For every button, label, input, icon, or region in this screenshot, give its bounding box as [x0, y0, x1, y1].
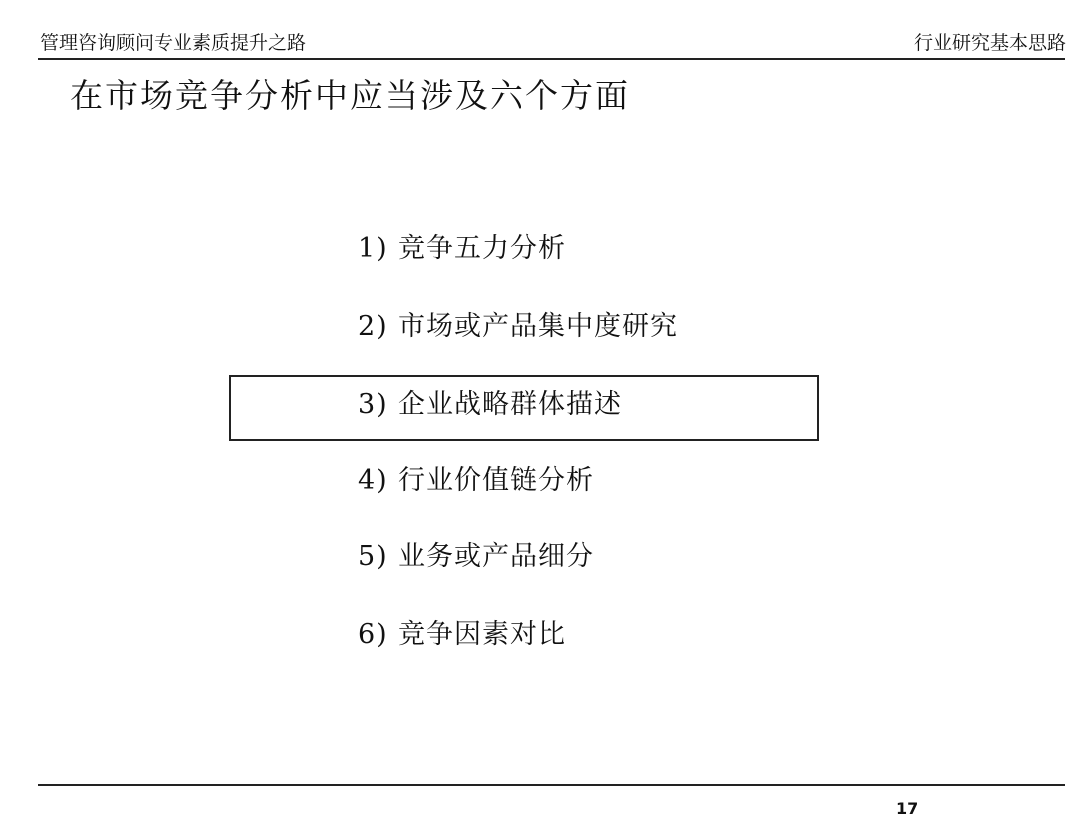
- list-item-segmentation: [358, 539, 594, 575]
- item-number: 5): [358, 541, 388, 572]
- footer-divider: [38, 784, 1065, 786]
- header-right-title: 行业研究基本思路: [913, 32, 1066, 54]
- header-left-title: 管理咨询顾问专业素质提升之路: [40, 32, 307, 54]
- item-label: 企业战略群体描述: [398, 389, 622, 420]
- page-number: 17: [896, 799, 919, 818]
- slide-title: 在市场竞争分析中应当涉及六个方面: [70, 76, 630, 115]
- list-item-strategic-groups: [358, 387, 622, 423]
- item-label: 竞争五力分析: [398, 233, 566, 264]
- item-number: 2): [358, 311, 388, 342]
- list-item-market-concentration: [358, 309, 678, 345]
- item-label: 市场或产品集中度研究: [398, 311, 678, 342]
- list-item-competitive-factors: [358, 617, 566, 653]
- item-number: 3): [358, 389, 388, 420]
- item-label: 行业价值链分析: [398, 465, 594, 496]
- item-number: 4): [358, 465, 388, 496]
- item-label: 业务或产品细分: [398, 541, 594, 572]
- list-item-competitive-forces: [358, 231, 566, 267]
- item-number: 6): [358, 619, 388, 650]
- list-item-value-chain: [358, 463, 594, 499]
- item-label: 竞争因素对比: [398, 619, 566, 650]
- item-number: 1): [358, 233, 388, 264]
